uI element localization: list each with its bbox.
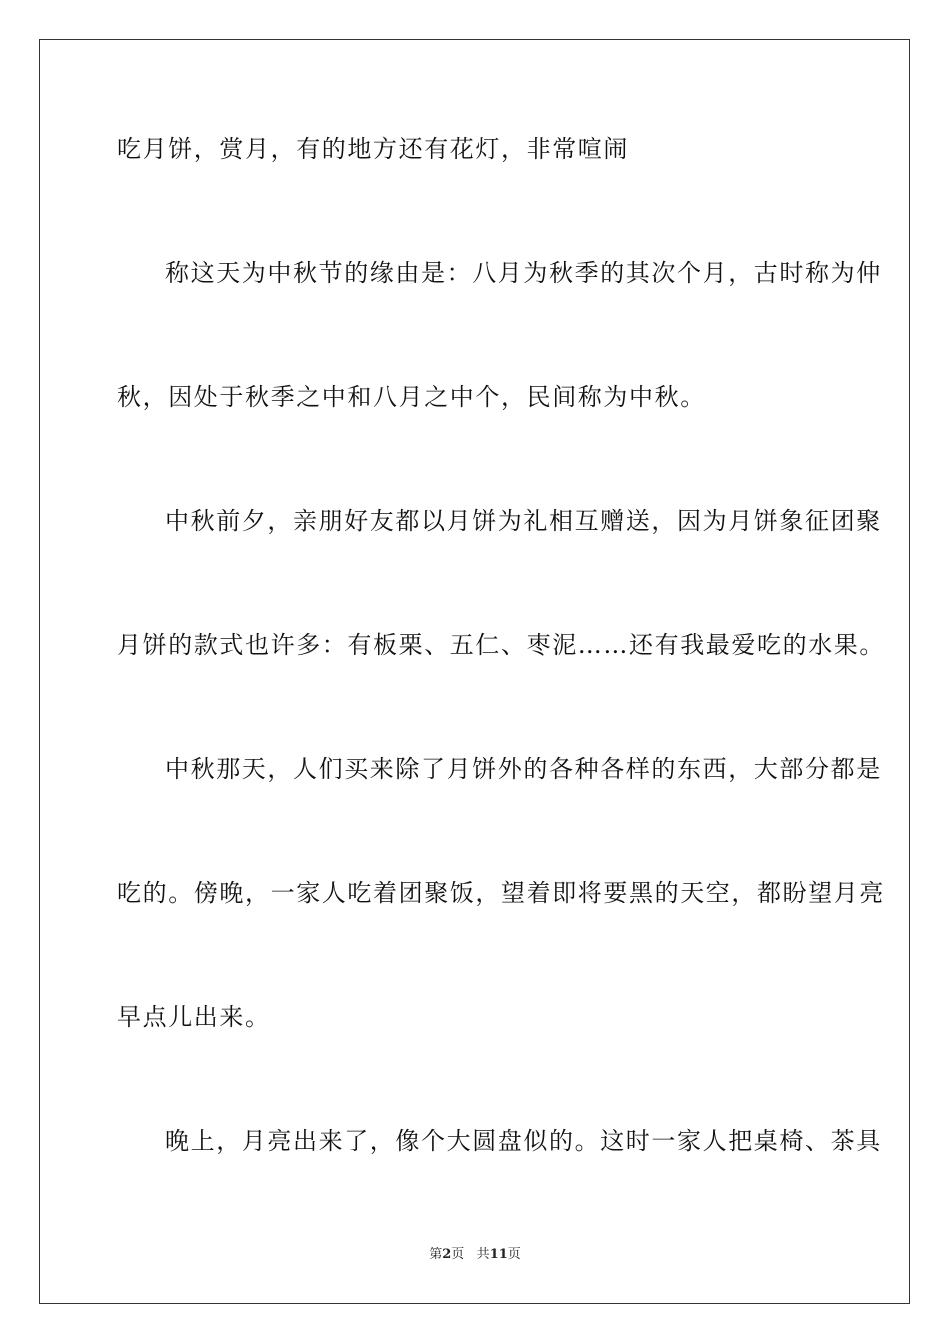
text-line-3: 秋，因处于秋季之中和八月之中个，民间称为中秋。 bbox=[117, 383, 706, 411]
text-line-7: 吃的。傍晚，一家人吃着团聚饭，望着即将要黑的天空，都盼望月亮 bbox=[117, 879, 885, 907]
text-line-5: 月饼的款式也许多：有板栗、五仁、枣泥……还有我最爱吃的水果。 bbox=[117, 631, 885, 659]
total-prefix: 共 bbox=[476, 1247, 490, 1262]
text-line-1: 吃月饼，赏月，有的地方还有花灯，非常喧闹 bbox=[117, 135, 629, 163]
text-line-2: 称这天为中秋节的缘由是：八月为秋季的其次个月，古时称为仲 bbox=[165, 259, 882, 287]
page-prefix: 第 bbox=[429, 1247, 443, 1262]
page-number: 2 bbox=[442, 1247, 452, 1262]
page-suffix: 页 bbox=[451, 1247, 465, 1262]
page-border bbox=[39, 39, 910, 1304]
total-pages: 11 bbox=[489, 1247, 508, 1262]
text-line-4: 中秋前夕，亲朋好友都以月饼为礼相互赠送，因为月饼象征团聚 bbox=[165, 507, 882, 535]
text-line-6: 中秋那天，人们买来除了月饼外的各种各样的东西，大部分都是 bbox=[165, 755, 882, 783]
page-footer bbox=[0, 1246, 950, 1264]
total-suffix: 页 bbox=[507, 1247, 521, 1262]
text-line-8: 早点儿出来。 bbox=[117, 1003, 271, 1031]
text-line-9: 晚上，月亮出来了，像个大圆盘似的。这时一家人把桌椅、茶具 bbox=[165, 1127, 882, 1155]
